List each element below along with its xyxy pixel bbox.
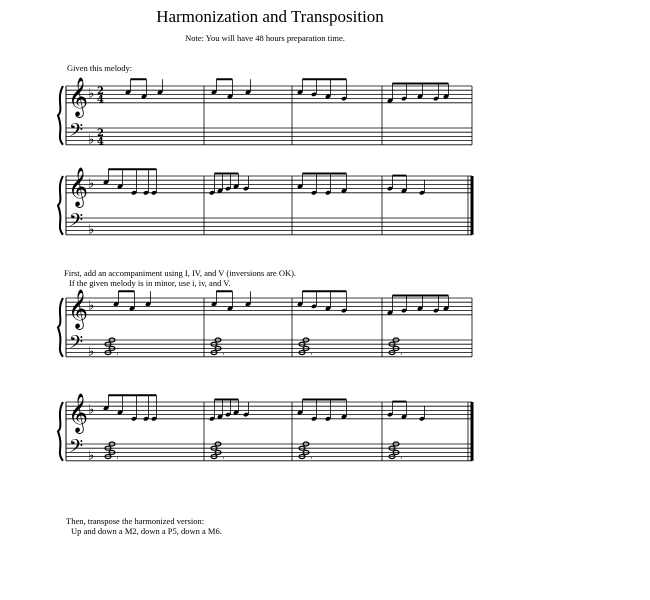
brace-icon xyxy=(58,298,63,357)
bass-clef-icon: 𝄢 xyxy=(69,332,84,358)
brace-icon xyxy=(58,86,63,145)
system-melody-line-1 xyxy=(58,77,472,148)
transpose-line-2: Up and down a M2, down a P5, down a M6. xyxy=(71,526,222,536)
treble-clef-icon: 𝄞 xyxy=(68,166,89,207)
treble-clef-icon: 𝄞 xyxy=(68,76,89,117)
dot-icon: . xyxy=(222,347,225,358)
bass-clef-icon: 𝄢 xyxy=(69,120,84,146)
given-melody-label: Given this melody: xyxy=(67,63,133,73)
time-signature-top: 2 xyxy=(97,127,104,139)
dot-icon: . xyxy=(116,451,119,462)
brace-icon xyxy=(58,402,63,461)
flat-icon: ♭ xyxy=(88,344,95,360)
flat-icon: ♭ xyxy=(88,448,95,464)
dot-icon: . xyxy=(222,451,225,462)
system-melody-line-2 xyxy=(58,167,472,238)
dot-icon: . xyxy=(310,347,313,358)
system-harmonized-line-2 xyxy=(58,393,472,464)
time-signature-top: 2 xyxy=(97,85,104,97)
instruction-line-1: First, add an accompaniment using I, IV, and V (inversions are OK). xyxy=(64,268,297,278)
flat-icon: ♭ xyxy=(88,222,95,238)
page-title: Harmonization and Transposition xyxy=(156,7,384,26)
time-signature-bottom: 4 xyxy=(97,136,104,148)
system-harmonized-line-1 xyxy=(58,289,472,360)
dot-icon: . xyxy=(310,451,313,462)
flat-icon: ♭ xyxy=(88,298,95,314)
dot-icon: . xyxy=(400,347,403,358)
flat-icon: ♭ xyxy=(88,86,95,102)
flat-icon: ♭ xyxy=(88,402,95,418)
dot-icon: . xyxy=(116,347,119,358)
transpose-line-1: Then, transpose the harmonized version: xyxy=(66,516,205,526)
bass-clef-icon: 𝄢 xyxy=(69,436,84,462)
brace-icon xyxy=(58,176,63,235)
instruction-line-2: If the given melody is in minor, use i, iv, and V. xyxy=(69,278,231,288)
dot-icon: . xyxy=(400,451,403,462)
flat-icon: ♭ xyxy=(88,176,95,192)
preparation-note: Note: You will have 48 hours preparation time. xyxy=(185,33,345,43)
treble-clef-icon: 𝄞 xyxy=(68,288,89,329)
treble-clef-icon: 𝄞 xyxy=(68,392,89,433)
bass-clef-icon: 𝄢 xyxy=(69,210,84,236)
time-signature-bottom: 4 xyxy=(97,94,104,106)
flat-icon: ♭ xyxy=(88,132,95,148)
